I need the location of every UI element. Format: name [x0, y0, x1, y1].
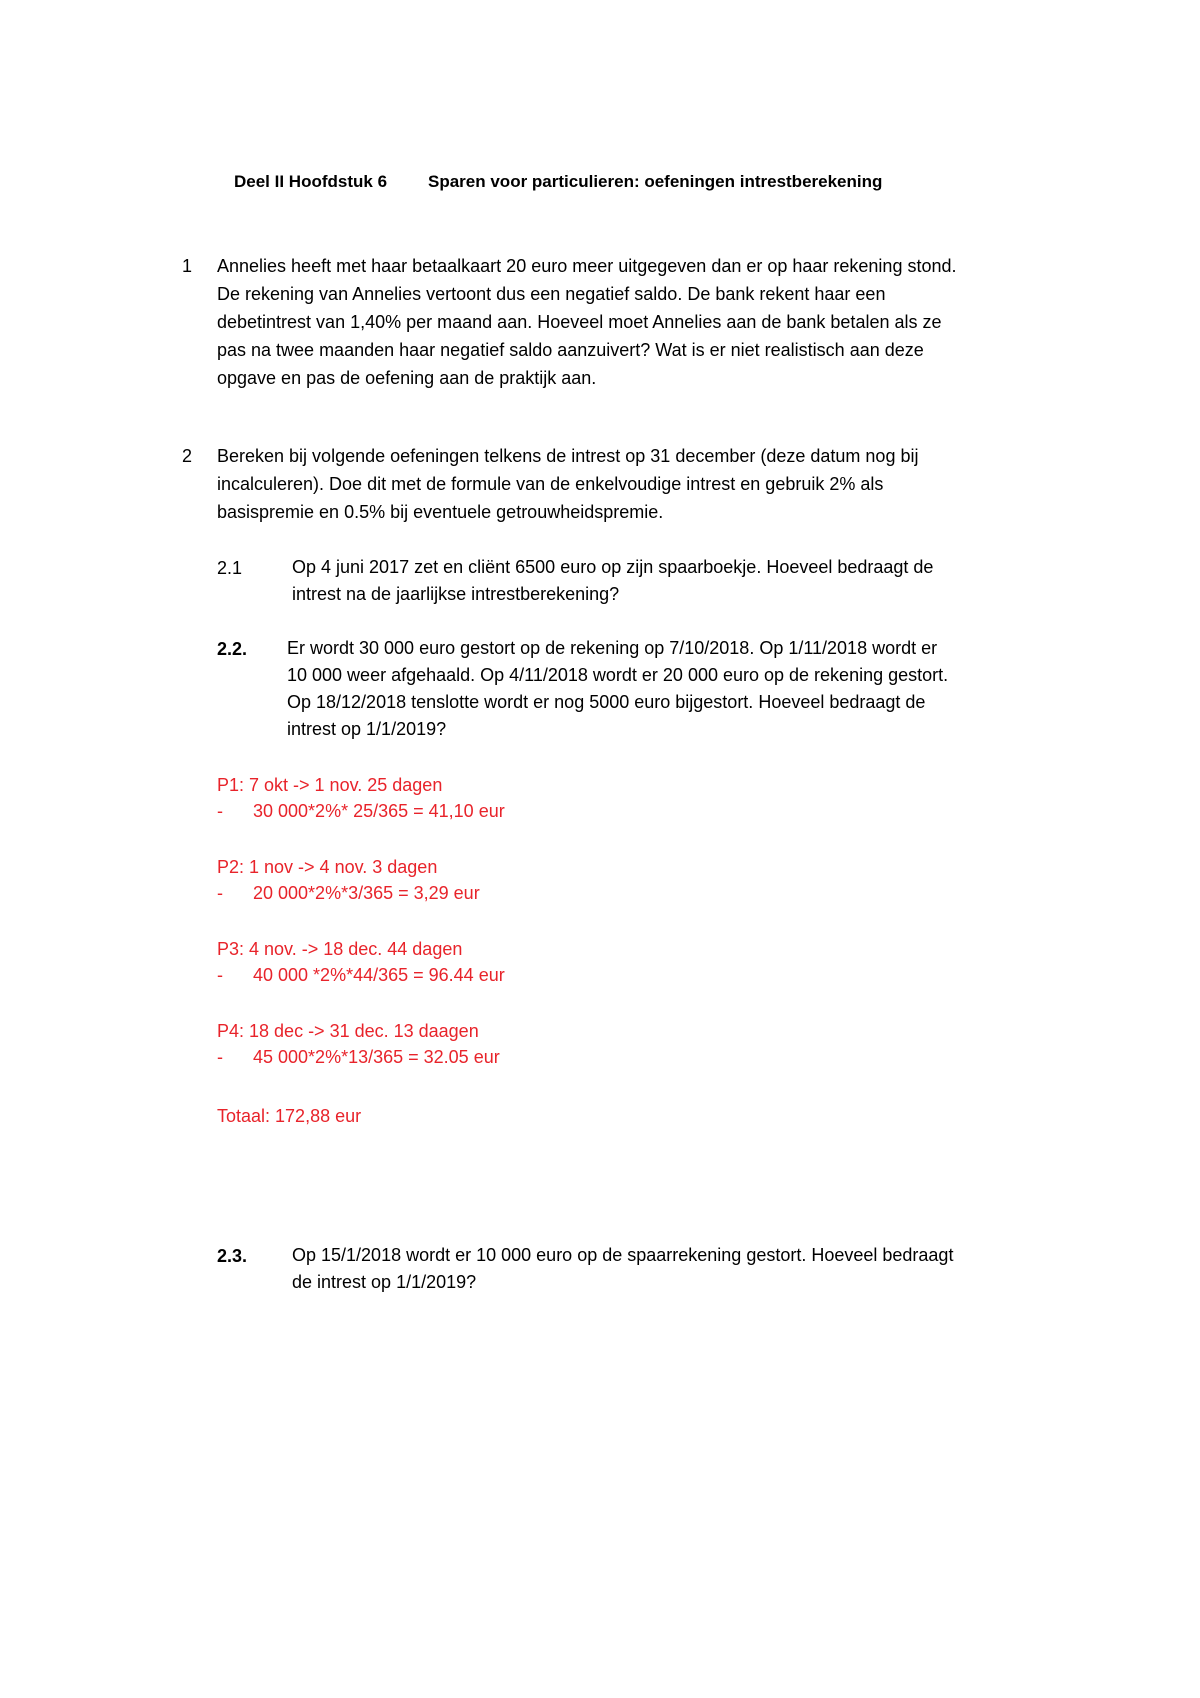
question-2-3-text	[292, 1242, 953, 1296]
text-line: 10 000 weer afgehaald. Op 4/11/2018 wordt er 20 000 euro op de rekening gestort.	[287, 665, 949, 685]
solution-p4	[217, 1018, 500, 1070]
text-line: de intrest op 1/1/2019?	[292, 1272, 477, 1292]
question-2-3-number: 2.3.	[217, 1246, 248, 1266]
chapter-label: Deel II Hoofdstuk 6	[234, 172, 388, 191]
dash: -	[217, 1047, 223, 1067]
period-calculation	[217, 962, 505, 988]
text-line: De rekening van Annelies vertoont dus een negatief saldo. De bank rekent haar een	[217, 284, 886, 304]
solution-p2	[217, 854, 480, 906]
text-line: Op 4 juni 2017 zet en cliënt 6500 euro op zijn spaarboekje. Hoeveel bedraagt de	[292, 557, 934, 577]
text-line: incalculeren). Doe dit met de formule van de enkelvoudige intrest en gebruik 2% als	[217, 474, 884, 494]
text-line: opgave en pas de oefening aan de praktijk aan.	[217, 368, 597, 388]
text-line: intrest op 1/1/2019?	[287, 719, 447, 739]
question-1-text	[217, 252, 1077, 392]
period-calculation	[217, 1044, 500, 1070]
text-line: pas na twee maanden haar negatief saldo aanzuivert? Wat is er niet realistisch aan deze	[217, 340, 924, 360]
document-title: Sparen voor particulieren: oefeningen intrestberekening	[428, 172, 883, 191]
question-2-number: 2	[182, 446, 193, 466]
period-title: P4: 18 dec -> 31 dec. 13 daagen	[217, 1021, 479, 1041]
period-title: P3: 4 nov. -> 18 dec. 44 dagen	[217, 939, 463, 959]
question-2-1-text	[292, 554, 933, 608]
text-line: Annelies heeft met haar betaalkaart 20 euro meer uitgegeven dan er op haar rekening stond.	[217, 256, 957, 276]
question-2-text	[217, 442, 1077, 526]
total-text: Totaal: 172,88 eur	[217, 1106, 362, 1126]
period-calculation	[217, 880, 480, 906]
period-calculation	[217, 798, 505, 824]
text-line: debetintrest van 1,40% per maand aan. Hoeveel moet Annelies aan de bank betalen als ze	[217, 312, 942, 332]
question-2-2-text	[287, 635, 948, 743]
text-line: intrest na de jaarlijkse intrestberekening?	[292, 584, 620, 604]
question-2-2-number: 2.2.	[217, 639, 248, 659]
dash: -	[217, 883, 223, 903]
dash: -	[217, 801, 223, 821]
calc-text: 20 000*2%*3/365 = 3,29 eur	[253, 883, 480, 903]
calc-text: 45 000*2%*13/365 = 32.05 eur	[253, 1047, 500, 1067]
text-line: Op 18/12/2018 tenslotte wordt er nog 5000 euro bijgestort. Hoeveel bedraagt de	[287, 692, 926, 712]
period-title: P1: 7 okt -> 1 nov. 25 dagen	[217, 775, 443, 795]
text-line: Bereken bij volgende oefeningen telkens de intrest op 31 december (deze datum nog bij	[217, 446, 919, 466]
solution-p1	[217, 772, 505, 824]
question-2-1-number: 2.1	[217, 558, 243, 578]
text-line: Op 15/1/2018 wordt er 10 000 euro op de spaarrekening gestort. Hoeveel bedraagt	[292, 1245, 954, 1265]
period-title: P2: 1 nov -> 4 nov. 3 dagen	[217, 857, 438, 877]
text-line: Er wordt 30 000 euro gestort op de rekening op 7/10/2018. Op 1/11/2018 wordt er	[287, 638, 938, 658]
calc-text: 40 000 *2%*44/365 = 96.44 eur	[253, 965, 505, 985]
solution-p3	[217, 936, 505, 988]
dash: -	[217, 965, 223, 985]
text-line: basispremie en 0.5% bij eventuele getrouwheidspremie.	[217, 502, 664, 522]
calc-text: 30 000*2%* 25/365 = 41,10 eur	[253, 801, 505, 821]
solution-total	[217, 1103, 361, 1129]
question-1-number: 1	[182, 256, 193, 276]
